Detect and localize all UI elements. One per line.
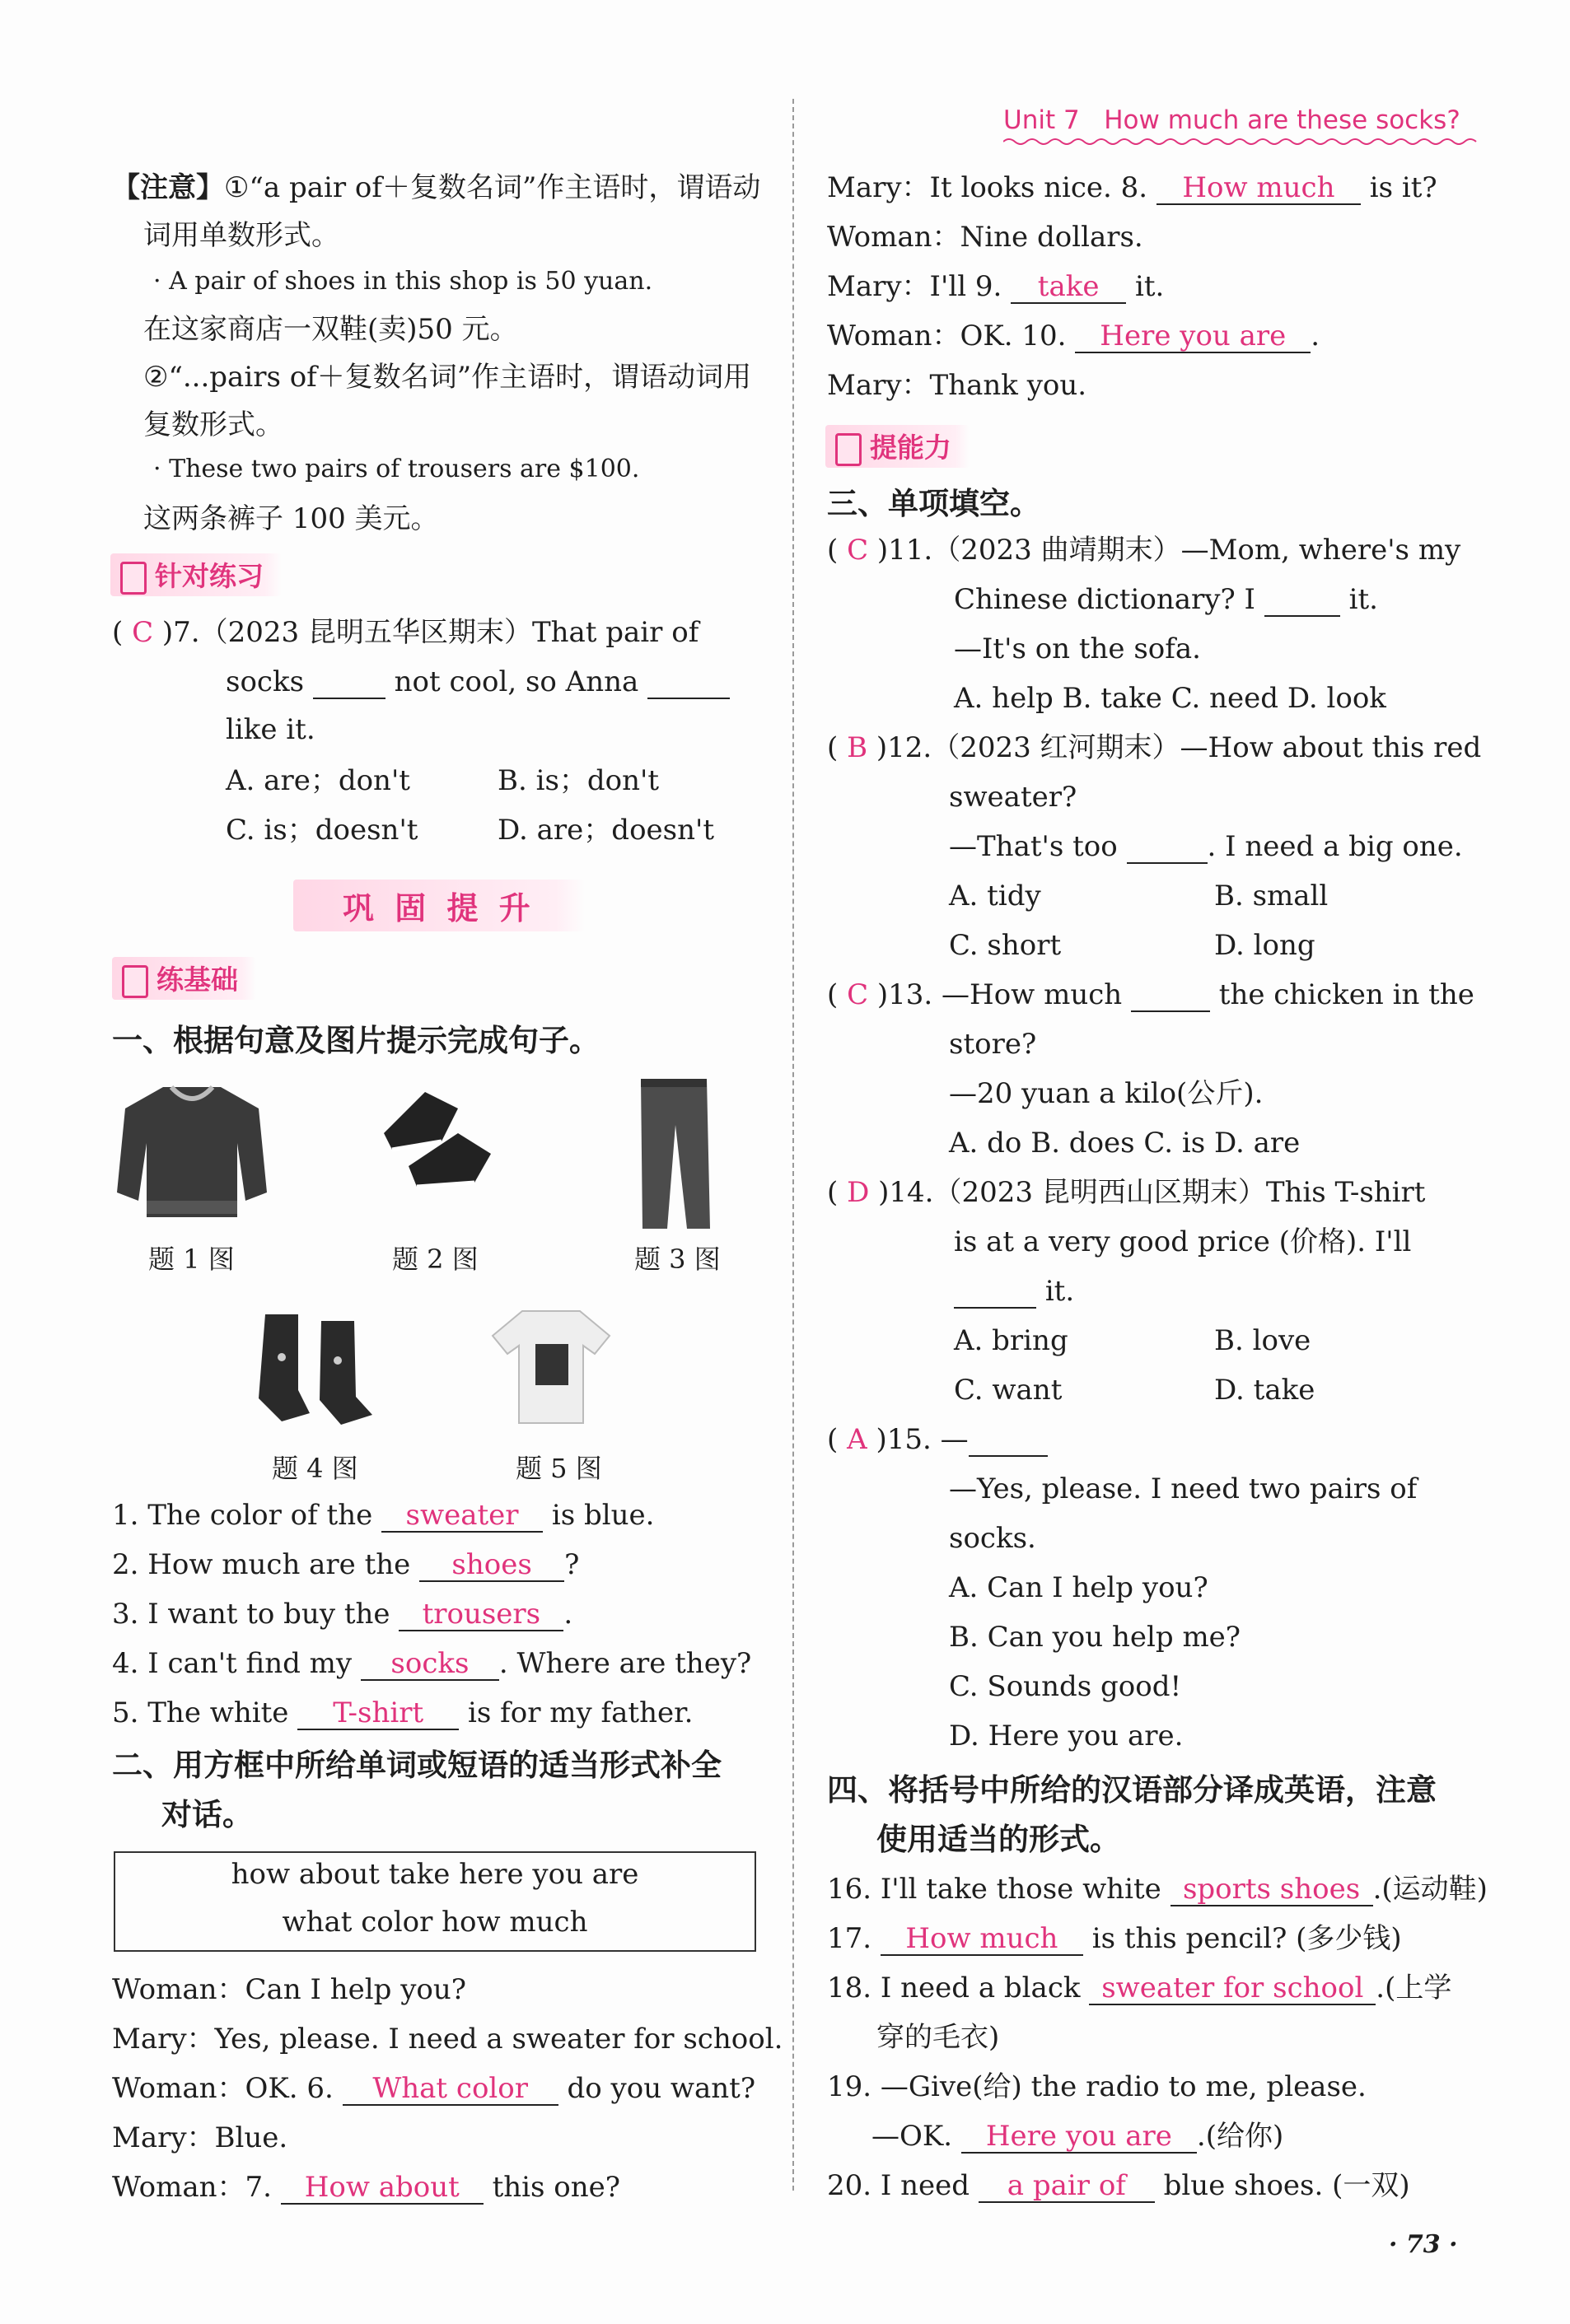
s4-q16: 16. I'll take those white sports shoes .(运动鞋) xyxy=(827,1873,1488,1906)
note-translation-1: 在这家商店一双鞋(卖)50 元。 xyxy=(143,313,518,346)
q14-line-1: ( D )14.（2023 昆明西山区期末）This T-shirt xyxy=(827,1176,1426,1209)
q15-line-2: —Yes, please. I need two pairs of xyxy=(949,1472,1418,1505)
socks-picture xyxy=(249,1308,381,1431)
s1-q3: 3. I want to buy the trousers . xyxy=(112,1598,573,1631)
s4-q17: 17. How much is this pencil? (多少钱) xyxy=(827,1922,1402,1955)
dialog-line-6: Mary：It looks nice. 8. How much is it? xyxy=(827,171,1437,204)
q11-line-1: ( C )11.（2023 曲靖期末）—Mom, where's my xyxy=(827,534,1461,567)
section1-title: 一、根据句意及图片提示完成句子。 xyxy=(112,1023,600,1058)
dialog-line-3: Woman：OK. 6. What color do you want? xyxy=(112,2072,756,2105)
tag-basic: 练基础 xyxy=(112,957,256,1000)
q14-option-c: C. want xyxy=(954,1374,1063,1407)
sweater-picture xyxy=(114,1077,270,1227)
s4-q20: 20. I need a pair of blue shoes. (一双) xyxy=(827,2169,1410,2202)
tag-consolidate: 巩 固 提 升 xyxy=(293,880,585,931)
q11-line-2: Chinese dictionary? I it. xyxy=(954,583,1378,616)
section2-title-2: 对话。 xyxy=(161,1797,253,1832)
q12-option-b: B. small xyxy=(1214,880,1329,912)
q12-option-d: D. long xyxy=(1214,929,1315,962)
section4-title-1: 四、将括号中所给的汉语部分译成英语，注意 xyxy=(827,1772,1437,1808)
q15-line-1: ( A )15. — xyxy=(827,1423,1048,1457)
q14-option-d: D. take xyxy=(1214,1374,1315,1407)
dialog-line-1: Woman：Can I help you? xyxy=(112,1973,467,2006)
word-box-line-1: how about take here you are xyxy=(231,1858,639,1891)
tag-targeted-practice: 针对练习 xyxy=(110,553,282,596)
section4-title-2: 使用适当的形式。 xyxy=(876,1822,1120,1857)
page-number: · 73 · xyxy=(1389,2230,1458,2259)
word-box-line-2: what color how much xyxy=(282,1906,588,1939)
q15-option-b: B. Can you help me? xyxy=(949,1621,1241,1654)
note-line-1: 【注意】①“a pair of＋复数名词”作主语时，谓语动 xyxy=(112,171,761,204)
dialog-line-9: Woman：OK. 10. Here you are . xyxy=(827,320,1320,352)
q14-option-b: B. love xyxy=(1214,1324,1311,1357)
pencil-icon xyxy=(122,965,148,998)
q15-option-c: C. Sounds good! xyxy=(949,1670,1182,1703)
tag-ability: 提能力 xyxy=(825,425,970,468)
q15-line-3: socks. xyxy=(949,1522,1036,1555)
wavy-underline xyxy=(1003,137,1481,147)
q7-option-d: D. are；doesn't xyxy=(498,814,715,847)
q7-line-1: ( C )7.（2023 昆明五华区期末）That pair of xyxy=(112,616,699,649)
sneakers-picture xyxy=(376,1076,499,1199)
q12-option-c: C. short xyxy=(949,929,1062,962)
s1-q5: 5. The white T-shirt is for my father. xyxy=(112,1696,694,1729)
dialog-line-5: Woman：7. How about this one? xyxy=(112,2171,621,2204)
dialog-line-10: Mary：Thank you. xyxy=(827,369,1087,402)
q7-option-c: C. is；doesn't xyxy=(226,814,418,847)
q11-options: A. help B. take C. need D. look xyxy=(954,682,1386,715)
trousers-picture xyxy=(634,1076,713,1232)
s4-q19-line-1: 19. —Give(给) the radio to me, please. xyxy=(827,2070,1367,2103)
s4-q18-continued: 穿的毛衣) xyxy=(876,2021,1000,2054)
q15-option-d: D. Here you are. xyxy=(949,1720,1184,1752)
q7-option-a: A. are；don't xyxy=(226,764,410,797)
q7-line-3: like it. xyxy=(226,713,315,746)
s4-q18: 18. I need a black sweater for school .(上学 xyxy=(827,1972,1452,2004)
q12-line-3: —That's too . I need a big one. xyxy=(949,830,1463,863)
q13-options: A. do B. does C. is D. are xyxy=(949,1127,1301,1160)
picture-caption-5: 题 5 图 xyxy=(516,1453,602,1484)
q13-line-2: store? xyxy=(949,1028,1037,1061)
q7-line-2: socks not cool, so Anna xyxy=(226,665,730,699)
q14-option-a: A. bring xyxy=(954,1324,1068,1357)
note-translation-2: 这两条裤子 100 美元。 xyxy=(143,502,439,535)
note-example-1: · A pair of shoes in this shop is 50 yuan. xyxy=(153,267,653,296)
q7-option-b: B. is；don't xyxy=(498,764,660,797)
q13-line-1: ( C )13. —How much the chicken in the xyxy=(827,978,1474,1011)
clipboard-icon xyxy=(835,433,862,466)
note-example-2: · These two pairs of trousers are $100. xyxy=(153,455,640,483)
s4-q19-line-2: —OK. Here you are .(给你) xyxy=(871,2120,1284,2153)
picture-caption-2: 题 2 图 xyxy=(392,1244,479,1275)
q12-line-2: sweater? xyxy=(949,781,1077,814)
section3-title: 三、单项填空。 xyxy=(827,486,1040,521)
word-box xyxy=(114,1851,756,1952)
books-icon xyxy=(120,562,147,595)
unit-header xyxy=(1003,105,1460,135)
q15-option-a: A. Can I help you? xyxy=(949,1571,1208,1604)
dialog-line-7: Woman：Nine dollars. xyxy=(827,221,1143,254)
dialog-line-8: Mary：I'll 9. take it. xyxy=(827,270,1165,303)
dialog-line-4: Mary：Blue. xyxy=(112,2121,288,2154)
dialog-line-2: Mary：Yes, please. I need a sweater for school. xyxy=(112,2023,783,2056)
q13-line-3: —20 yuan a kilo(公斤). xyxy=(949,1077,1264,1110)
s1-q2: 2. How much are the shoes ? xyxy=(112,1548,580,1581)
note-line-2: 词用单数形式。 xyxy=(143,219,339,252)
section2-title-1: 二、用方框中所给单词或短语的适当形式补全 xyxy=(112,1748,722,1783)
unit-title: How much are these socks? xyxy=(1104,105,1460,135)
picture-caption-3: 题 3 图 xyxy=(634,1244,721,1275)
q12-line-1: ( B )12.（2023 红河期末）—How about this red xyxy=(827,731,1482,764)
column-divider xyxy=(792,99,794,2191)
note-line-3: ②“...pairs of＋复数名词”作主语时，谓语动词用 xyxy=(143,361,752,394)
q12-option-a: A. tidy xyxy=(949,880,1041,912)
s1-q1: 1. The color of the sweater is blue. xyxy=(112,1499,655,1532)
unit-label: Unit 7 xyxy=(1003,105,1080,135)
tshirt-picture xyxy=(489,1303,613,1426)
note-line-4: 复数形式。 xyxy=(143,408,283,441)
picture-caption-1: 题 1 图 xyxy=(148,1244,235,1275)
picture-caption-4: 题 4 图 xyxy=(272,1453,358,1484)
q14-line-2: is at a very good price (价格). I'll xyxy=(954,1225,1412,1258)
q11-line-3: —It's on the sofa. xyxy=(954,632,1201,665)
q14-line-3: it. xyxy=(954,1275,1074,1309)
s1-q4: 4. I can't find my socks . Where are they? xyxy=(112,1647,752,1680)
